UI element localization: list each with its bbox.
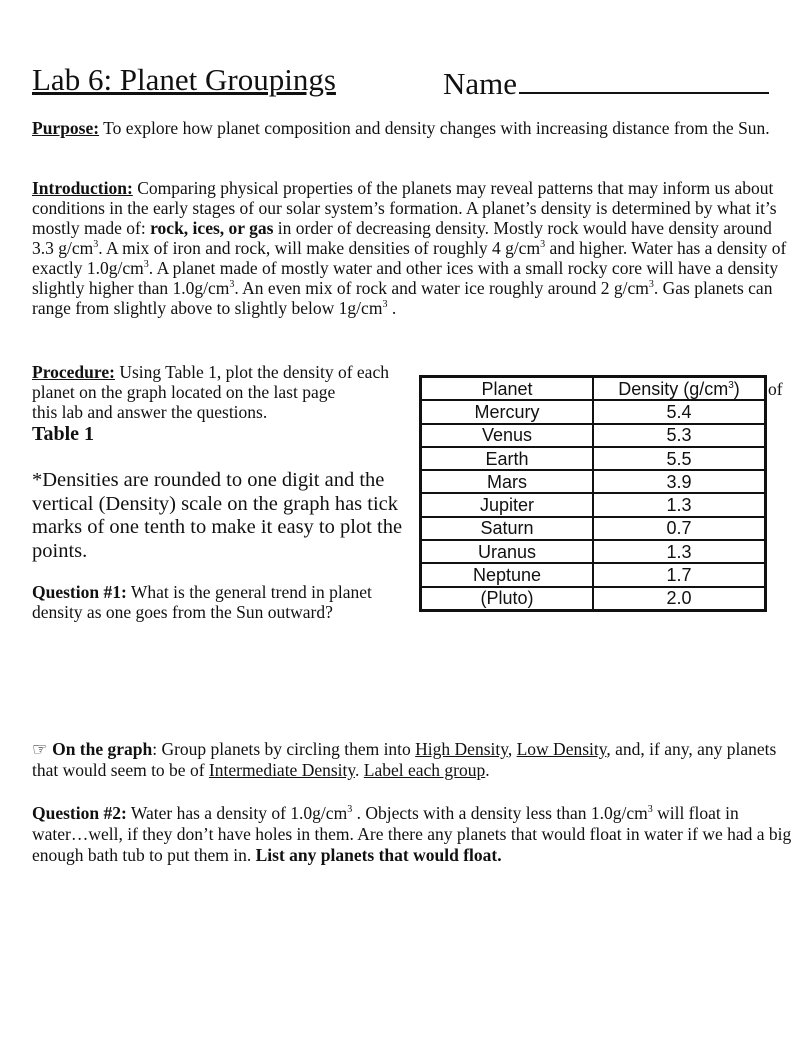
planet-cell: Mercury xyxy=(421,400,594,423)
planet-cell: Earth xyxy=(421,447,594,470)
superscript: 3 xyxy=(93,239,99,251)
question-2-label: Question #2: xyxy=(32,803,127,823)
introduction-text: and higher. Water has a density of exactly 1.0g/cm xyxy=(32,238,787,278)
superscript: 3 xyxy=(347,804,353,816)
question-2-bold: List any planets that would float. xyxy=(255,845,502,865)
procedure-of-word: of xyxy=(768,379,783,399)
graph-task-paragraph xyxy=(32,739,792,781)
graph-task-text: , and, if any, any planets that would seem to be of xyxy=(32,739,777,780)
procedure-text-tail: this lab and answer the questions. xyxy=(32,402,268,422)
superscript: 3 xyxy=(143,259,149,271)
header-planet: Planet xyxy=(421,377,594,401)
purpose-label: Purpose: xyxy=(32,118,100,138)
planet-cell: Jupiter xyxy=(421,493,594,516)
planet-cell: Saturn xyxy=(421,517,594,540)
name-blank-line[interactable] xyxy=(519,62,769,94)
procedure-text: Using Table 1, plot the density of each planet on the graph located on the last page xyxy=(32,362,389,402)
density-cell: 3.9 xyxy=(593,470,766,493)
question-2-text: will float in water…well, if they don’t have holes in them. Are there any planets that would float in water if we had a big enough bath tub to put them in. xyxy=(32,803,792,865)
table-row xyxy=(421,424,766,447)
graph-task-text: . xyxy=(355,760,364,780)
question-2-text: . Objects with a density less than 1.0g/cm xyxy=(352,803,648,823)
table-row xyxy=(421,587,766,611)
density-cell: 1.7 xyxy=(593,563,766,586)
superscript: 3 xyxy=(540,239,546,251)
density-cell: 2.0 xyxy=(593,587,766,611)
name-field[interactable] xyxy=(443,62,769,102)
header-density-close: ) xyxy=(733,378,740,399)
header-density-text: Density (g/cm xyxy=(618,378,729,399)
superscript: 3 xyxy=(647,804,653,816)
page-title: Lab 6: Planet Groupings xyxy=(32,62,336,97)
introduction-text: . xyxy=(387,298,397,318)
introduction-text: . An even mix of rock and water ice roughly around 2 g/cm xyxy=(234,278,649,298)
density-cell: 5.3 xyxy=(593,424,766,447)
purpose-paragraph xyxy=(32,118,792,138)
high-density-term: High Density xyxy=(415,739,508,759)
question-1-text: What is the general trend in planet density as one goes from the Sun outward? xyxy=(32,582,372,622)
density-cell: 0.7 xyxy=(593,517,766,540)
introduction-text: Comparing physical properties of the planets may reveal patterns that may inform us about conditions in the early stages of our solar system’s formation. A planet’s density is determined by what it’s mostly made of: xyxy=(32,178,777,238)
introduction-text: in order of decreasing density. Mostly rock would have density around 3.3 g/cm xyxy=(32,218,772,258)
graph-task-text: , xyxy=(507,739,517,759)
density-note: *Densities are rounded to one digit and the vertical (Density) scale on the graph has tick marks of one tenth to make it easy to plot the points. xyxy=(32,469,403,562)
header-density xyxy=(593,377,766,401)
table-label: Table 1 xyxy=(32,423,95,445)
low-density-term: Low Density xyxy=(516,739,607,759)
question-2 xyxy=(32,803,792,866)
question-1 xyxy=(32,582,422,622)
label-each-group-term: Label each group xyxy=(363,760,486,780)
table-row xyxy=(421,447,766,470)
table-row xyxy=(421,493,766,516)
graph-task-text: : Group planets by circling them into xyxy=(152,739,416,759)
graph-task-label: On the graph xyxy=(52,739,153,759)
table-row xyxy=(421,470,766,493)
planet-cell: Neptune xyxy=(421,563,594,586)
procedure-label: Procedure: xyxy=(32,362,115,382)
superscript: 3 xyxy=(229,279,235,291)
density-cell: 5.5 xyxy=(593,447,766,470)
question-1-label: Question #1: xyxy=(32,582,127,602)
introduction-text: . Gas planets can range from slightly above to slightly below 1g/cm xyxy=(32,278,773,318)
introduction-text: . A planet made of mostly water and other ices with a small rocky core will have a density slightly higher than 1.0g/cm xyxy=(32,258,779,298)
planet-cell: Uranus xyxy=(421,540,594,563)
table-row xyxy=(421,517,766,540)
introduction-paragraph xyxy=(32,178,792,318)
planet-cell: Mars xyxy=(421,470,594,493)
superscript: 3 xyxy=(648,279,654,291)
table-row xyxy=(421,563,766,586)
density-cell: 1.3 xyxy=(593,493,766,516)
graph-task-text: . xyxy=(485,760,490,780)
density-cell: 1.3 xyxy=(593,540,766,563)
superscript: 3 xyxy=(382,299,388,311)
introduction-bold-text: rock, ices, or gas xyxy=(150,218,274,238)
introduction-text: . A mix of iron and rock, will make densities of roughly 4 g/cm xyxy=(98,238,541,258)
pointing-hand-icon: ☞ xyxy=(32,739,48,759)
introduction-label: Introduction: xyxy=(32,178,133,198)
purpose-text: To explore how planet composition and density changes with increasing distance from the Sun. xyxy=(99,118,770,138)
superscript: 3 xyxy=(728,379,734,391)
planet-cell: Venus xyxy=(421,424,594,447)
table-row xyxy=(421,540,766,563)
intermediate-density-term: Intermediate Density xyxy=(208,760,356,780)
table-header-row xyxy=(421,377,766,401)
name-label: Name xyxy=(443,66,518,101)
table-row xyxy=(421,400,766,423)
question-2-text: Water has a density of 1.0g/cm xyxy=(126,803,348,823)
density-table xyxy=(419,375,767,612)
procedure-paragraph xyxy=(32,362,417,422)
planet-cell: (Pluto) xyxy=(421,587,594,611)
density-cell: 5.4 xyxy=(593,400,766,423)
